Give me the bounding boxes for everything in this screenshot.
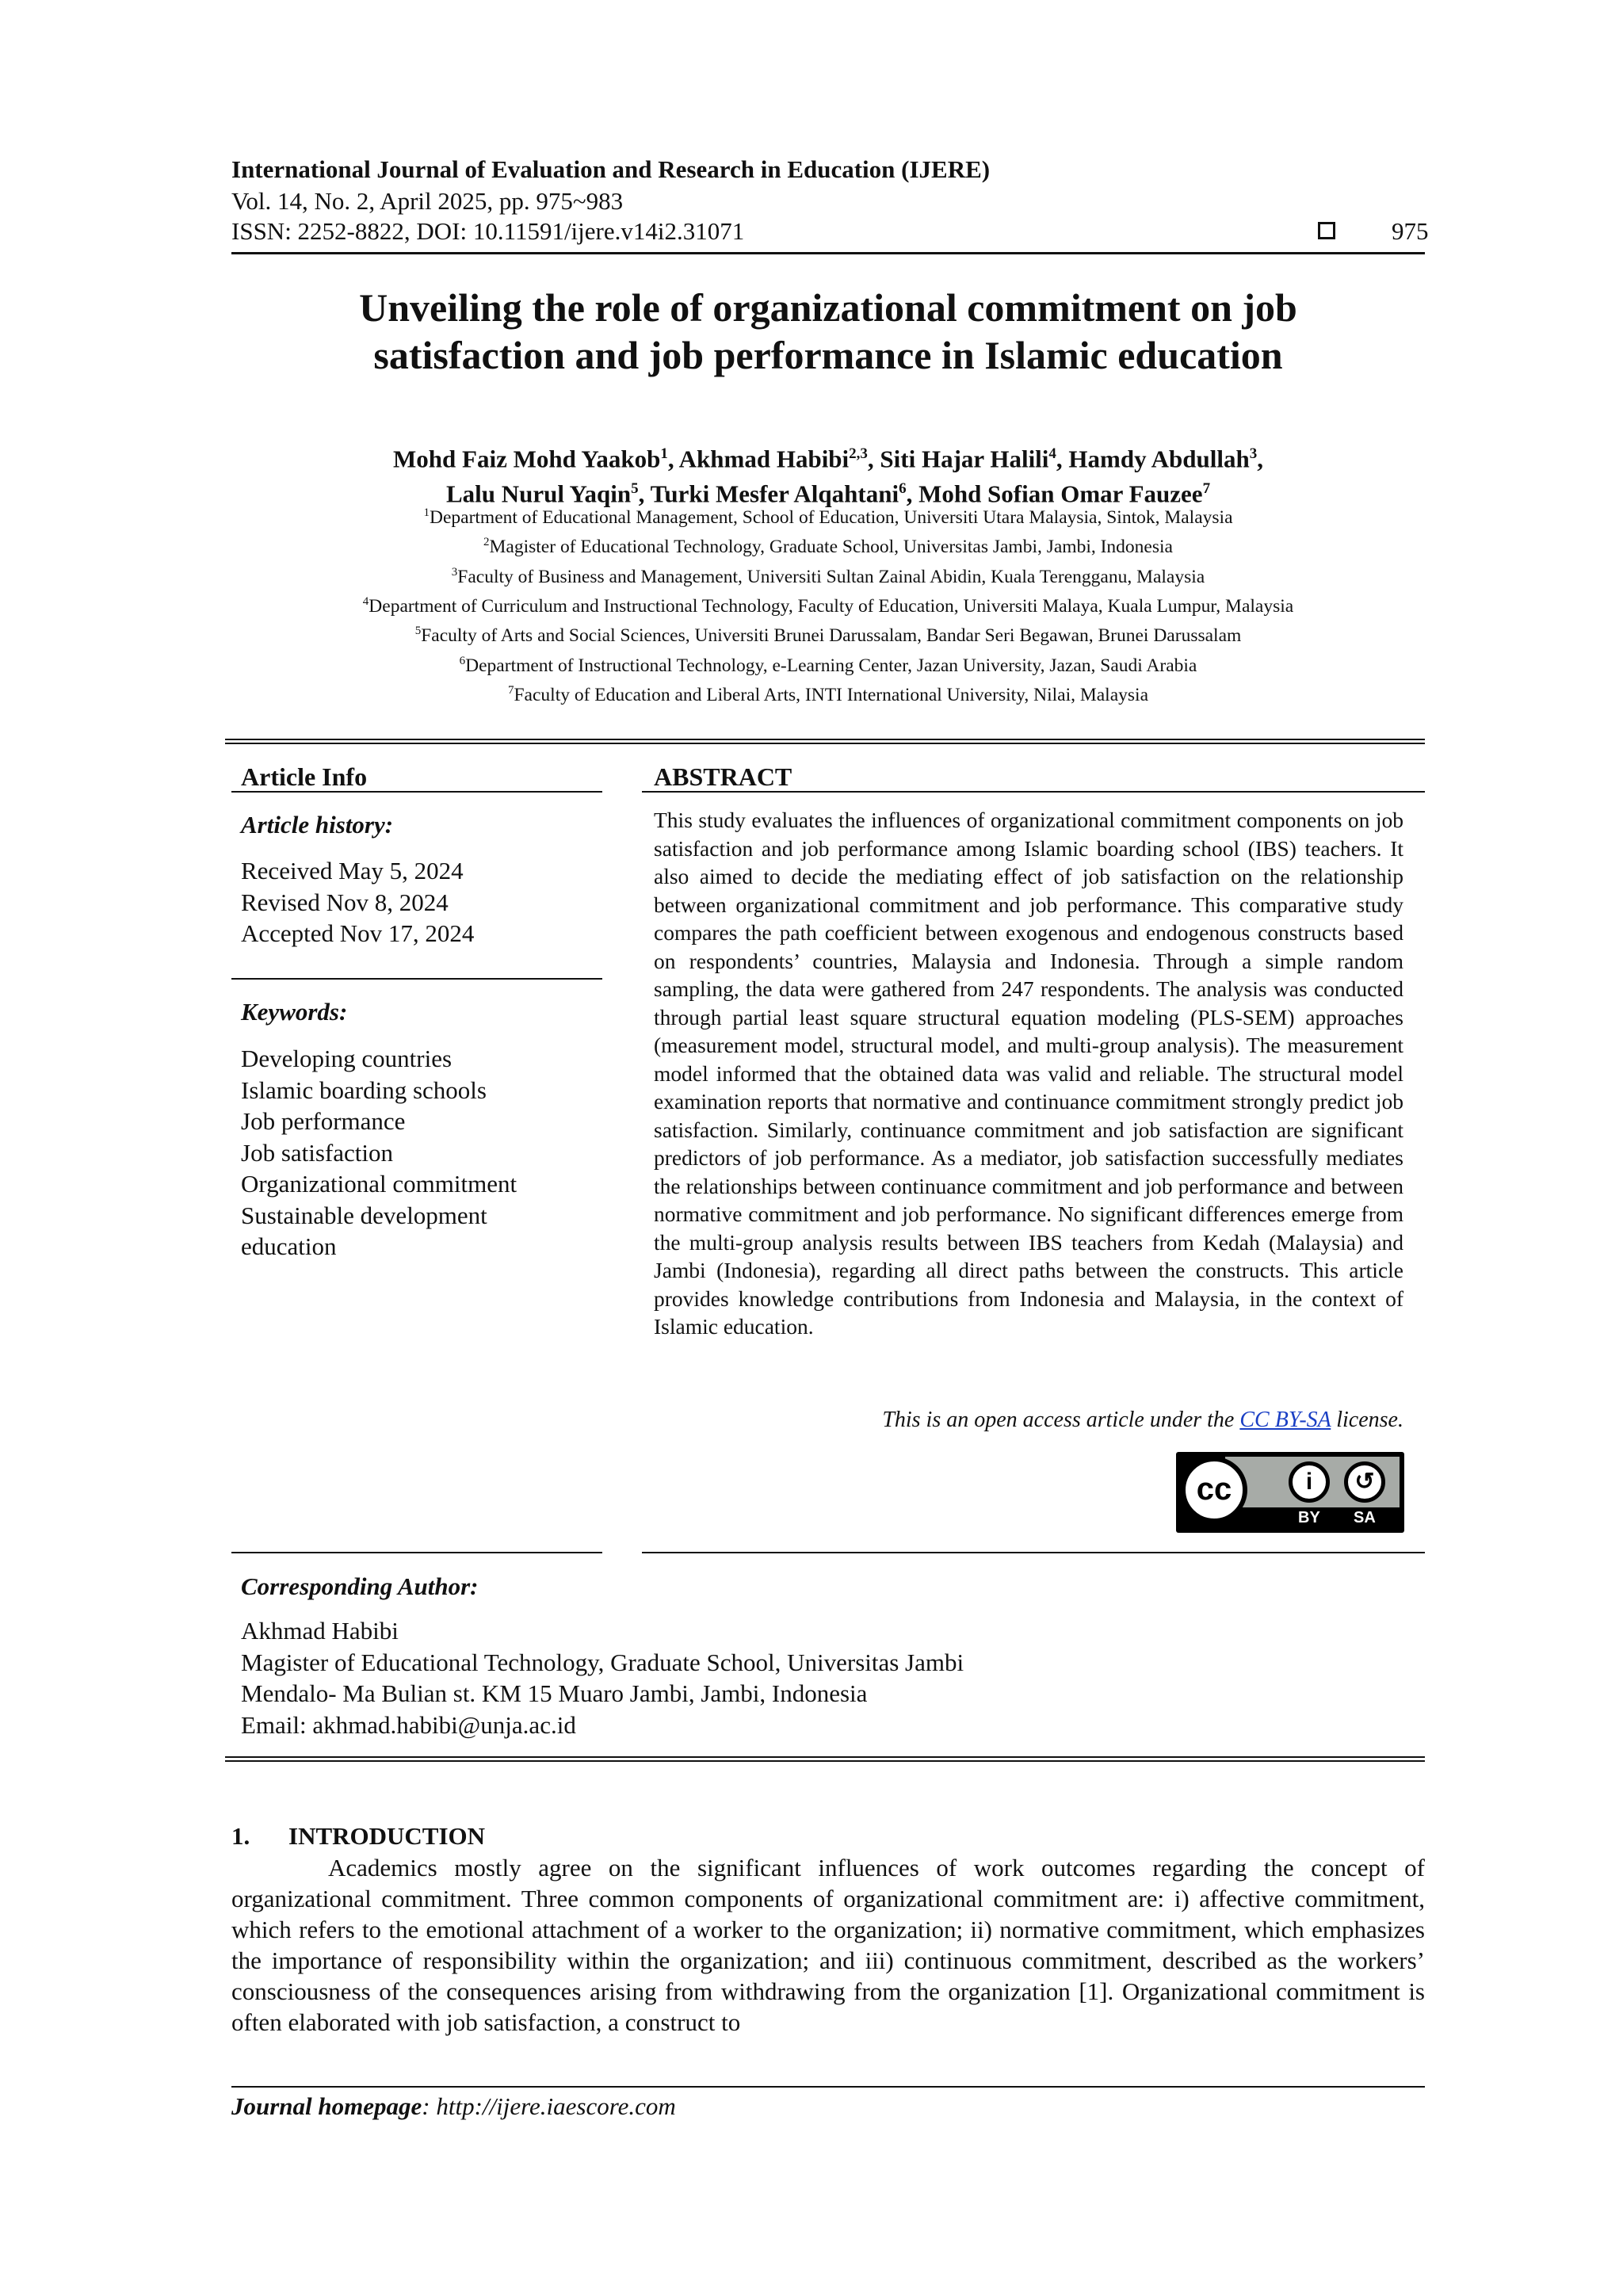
section-number: 1. (231, 1822, 250, 1850)
license-note (654, 1408, 1403, 1433)
corresponding-name: Akhmad Habibi (241, 1617, 399, 1645)
paper-title (231, 284, 1425, 379)
affiliation-sup: 2 (483, 536, 490, 549)
author-list (231, 439, 1425, 510)
affiliation (231, 619, 1425, 648)
volume-line: Vol. 14, No. 2, April 2025, pp. 975~983 (231, 187, 624, 215)
author-name: Lalu Nurul Yaqin (445, 479, 632, 508)
affiliation-text: Faculty of Business and Management, Universiti Sultan Zainal Abidin, Kuala Terengganu, Malaysia (457, 566, 1205, 587)
affiliation-list (231, 501, 1425, 708)
article-dates (241, 855, 474, 949)
author-sup: 4 (1048, 445, 1056, 462)
author-sup: 3 (1249, 445, 1258, 462)
corresponding-affiliation: Magister of Educational Technology, Graduate School, Universitas Jambi (241, 1648, 964, 1676)
author-line: Lalu Nurul Yaqin$^5$, Turki Mesfer Alqahtani$^6$, Mohd Sofian Omar Fauzee$^7$ (445, 479, 1211, 508)
introduction-heading (231, 1822, 485, 1851)
share-alike-icon: ↺ (1344, 1461, 1385, 1503)
page-number: 975 (1392, 217, 1429, 245)
section-title: INTRODUCTION (288, 1822, 486, 1850)
author-name: Hamdy Abdullah (1068, 445, 1250, 473)
affiliation-sup: 4 (362, 594, 369, 608)
keyword: Sustainable development (241, 1201, 487, 1229)
article-info-heading: Article Info (241, 762, 368, 791)
title-line: Unveiling the role of organizational commitment on job (359, 285, 1297, 330)
author-line: Mohd Faiz Mohd Yaakob$^1$, Akhmad Habibi$^{2,3}$, Siti Hajar Halili$^4$, Hamdy Abdullah$^3$, (393, 445, 1263, 473)
affiliation (231, 678, 1425, 708)
affiliation (231, 501, 1425, 530)
affiliation-sup: 7 (507, 683, 514, 697)
homepage-label: Journal homepage (231, 2092, 422, 2120)
footer-rule (231, 2086, 1425, 2088)
keyword: Islamic boarding schools (241, 1075, 487, 1104)
affiliation-sup: 1 (423, 506, 430, 519)
title-line: satisfaction and job performance in Islamic education (373, 333, 1283, 377)
affiliation-text: Department of Educational Management, School of Education, Universiti Utara Malaysia, Sintok, Malaysia (430, 506, 1233, 528)
author-sup: 1 (660, 445, 668, 462)
journal-homepage (231, 2092, 676, 2121)
license-suffix: license. (1331, 1408, 1403, 1432)
keyword-list (241, 1043, 517, 1263)
cc-icon: cc (1181, 1457, 1247, 1523)
affiliation-sup: 6 (459, 654, 466, 667)
author-name: Siti Hajar Halili (880, 445, 1049, 473)
corresponding-details (241, 1615, 964, 1740)
affiliation-text: Magister of Educational Technology, Graduate School, Universitas Jambi, Jambi, Indonesia (489, 537, 1173, 558)
author-name: Mohd Sofian Omar Fauzee (918, 479, 1203, 508)
article-info-rule (231, 791, 602, 793)
affiliation (231, 560, 1425, 590)
corresponding-rule-right (642, 1552, 1425, 1553)
author-sup: 5 (631, 480, 639, 498)
badge-sa-label: SA (1354, 1509, 1376, 1526)
article-history-heading: Article history: (241, 811, 394, 839)
author-sup: 7 (1202, 480, 1211, 498)
badge-by-label: BY (1298, 1509, 1320, 1526)
license-prefix: This is an open access article under the (882, 1408, 1240, 1432)
keyword: education (241, 1232, 337, 1260)
affiliation-text: Faculty of Education and Liberal Arts, INTI International University, Nilai, Malaysia (514, 684, 1148, 705)
info-bottom-rule (225, 1756, 1425, 1758)
author-sup: 2,3 (849, 445, 868, 462)
corresponding-email: Email: akhmad.habibi@unja.ac.id (241, 1710, 576, 1739)
info-top-rule (225, 739, 1425, 740)
author-name: Mohd Faiz Mohd Yaakob (393, 445, 661, 473)
author-name: Akhmad Habibi (678, 445, 850, 473)
abstract-text: This study evaluates the influences of organizational commitment components on job satisfaction and job performance among Islamic boarding school (IBS) teachers. It also aimed to decide the mediating effect of job satisfaction on the relationship between organizational commitment and job performance. This comparative study compares the path coefficient between exogenous and endogenous constructs based on respondents’ countries, Malaysia and Indonesia. Through a simple random sampling, the data were gathered from 247 respondents. The analysis was conducted through partial least square structural equation modeling (PLS-SEM) approaches (measurement model, structural model, and multi-group analysis). The measurement model informed that the obtained data was valid and reliable. The structural model examination reports that normative and continuance commitment strongly predict job satisfaction. Similarly, continuance commitment and job satisfaction are significant predictors of job performance. As a mediator, job satisfaction successfully mediates the relationships between continuance commitment and job performance and between normative commitment and job performance. No significant differences emerge from the multi-group analysis results between IBS teachers from Kedah (Malaysia) and Jambi (Indonesia), regarding all direct paths between the constructs. This article provides knowledge contributions from Indonesia and Malaysia, in the context of Islamic education. (654, 808, 1403, 1339)
introduction-text: Academics mostly agree on the significant influences of work outcomes regarding the concept of organizational commitment. Three common components of organizational commitment are: i) affective commitment, which refers to the emotional attachment of a worker to the organization; ii) normative commitment, which emphasizes the importance of responsibility within the organization; and iii) continuous commitment, described as the workers’ consciousness of the consequences arising from withdrawing from the organization [1]. Organizational commitment is often elaborated with job satisfaction, a construct to (231, 1854, 1425, 2036)
homepage-url[interactable]: : http://ijere.iaescore.com (422, 2092, 676, 2120)
cc-by-sa-link[interactable]: CC BY-SA (1239, 1408, 1331, 1432)
keyword: Job satisfaction (241, 1138, 393, 1167)
author-sup: 6 (899, 480, 907, 498)
square-bullet-icon (1318, 222, 1335, 239)
keywords-rule (231, 978, 602, 980)
affiliation-text: Department of Curriculum and Instructional Technology, Faculty of Education, Universiti Malaya, Kuala Lumpur, Malaysia (369, 595, 1294, 617)
accepted-date: Accepted Nov 17, 2024 (241, 919, 475, 947)
received-date: Received May 5, 2024 (241, 857, 464, 884)
author-name: Turki Mesfer Alqahtani (650, 479, 899, 508)
abstract-heading: ABSTRACT (654, 762, 792, 791)
affiliation-text: Faculty of Arts and Social Sciences, Universiti Brunei Darussalam, Bandar Seri Begawan, Brunei Darussalam (421, 625, 1242, 647)
issn-doi-line: ISSN: 2252-8822, DOI: 10.11591/ijere.v14i2.31071 (231, 217, 745, 245)
journal-name: International Journal of Evaluation and Research in Education (IJERE) (231, 155, 991, 183)
abstract-rule (642, 791, 1425, 793)
corresponding-address: Mendalo- Ma Bulian st. KM 15 Muaro Jambi, Jambi, Indonesia (241, 1679, 868, 1707)
header-rule (231, 252, 1425, 254)
attribution-icon: i (1289, 1461, 1330, 1503)
affiliation-sup: 5 (414, 625, 422, 638)
keyword: Job performance (241, 1107, 406, 1135)
cc-by-sa-badge[interactable] (1176, 1452, 1404, 1533)
corresponding-heading: Corresponding Author: (241, 1572, 479, 1600)
revised-date: Revised Nov 8, 2024 (241, 888, 449, 916)
info-top-rule-2 (225, 743, 1425, 744)
affiliation-sup: 3 (451, 565, 458, 579)
affiliation (231, 590, 1425, 619)
affiliation (231, 649, 1425, 678)
affiliation-text: Department of Instructional Technology, e-Learning Center, Jazan University, Jazan, Saudi Arabia (465, 655, 1197, 676)
corresponding-rule-left (231, 1552, 602, 1553)
keyword: Developing countries (241, 1045, 453, 1072)
info-bottom-rule-2 (225, 1760, 1425, 1762)
keyword: Organizational commitment (241, 1170, 517, 1198)
keywords-heading: Keywords: (241, 998, 348, 1026)
affiliation (231, 530, 1425, 560)
